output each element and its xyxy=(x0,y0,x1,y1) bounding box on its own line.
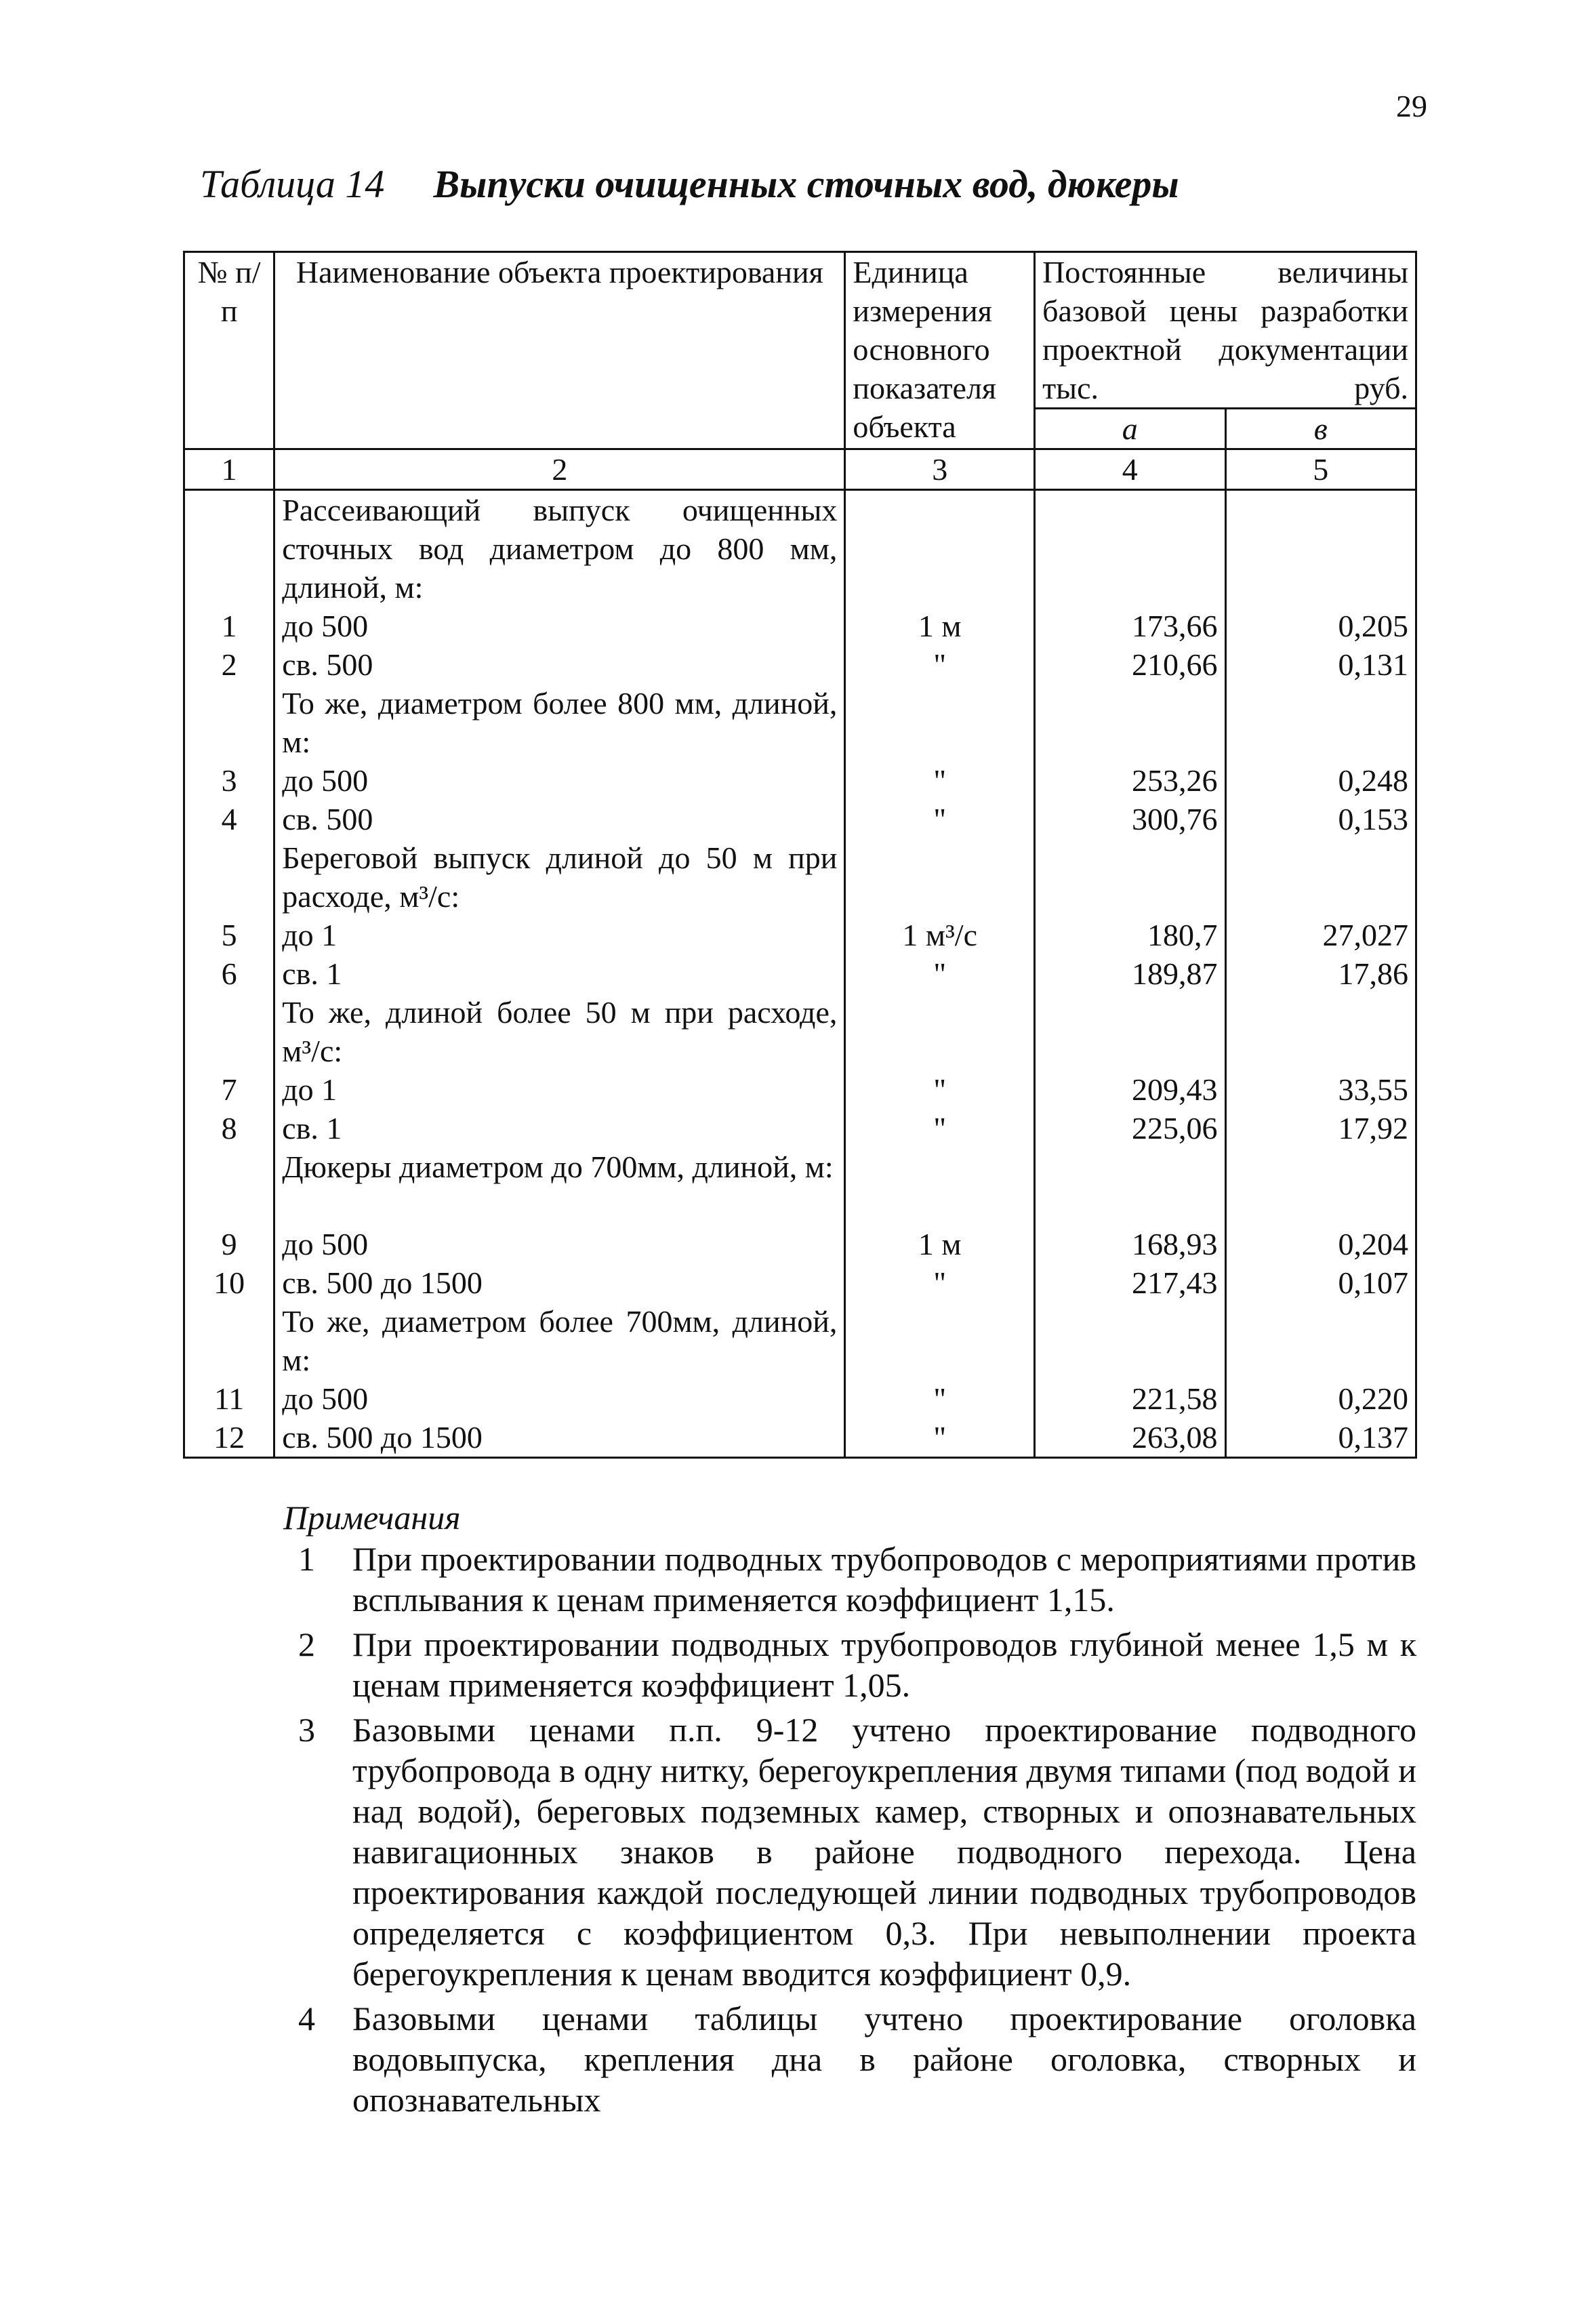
row-value-b: 0,204 xyxy=(1338,1227,1408,1261)
note-item xyxy=(298,1998,1416,2120)
row-num: 2 xyxy=(221,647,237,682)
row-num: 9 xyxy=(221,1227,237,1261)
header-const: Постоянные величины базовой цены разработки проектной документации тыс. руб. xyxy=(1035,252,1416,409)
notes-heading: Примечания xyxy=(283,1499,461,1537)
header-unit: Единица измерения основного показателя объекта xyxy=(845,252,1035,449)
table-caption: Таблица 14 xyxy=(200,162,385,206)
note-text: При проектировании подводных трубопроводов с мероприятиями против всплывания к ценам применяется коэффициент 1,15. xyxy=(352,1540,1416,1619)
row-value-a: 168,93 xyxy=(1132,1227,1218,1261)
row-unit: " xyxy=(933,1072,947,1107)
price-table xyxy=(183,251,1417,1459)
row-value-b: 0,131 xyxy=(1338,647,1408,682)
row-value-b: 0,248 xyxy=(1338,763,1408,798)
index-cell: 5 xyxy=(1225,449,1416,490)
group-heading: То же, длиной более 50 м при расходе, м³/с: xyxy=(282,995,838,1068)
row-name: св. 500 до 1500 xyxy=(282,1420,483,1455)
unit-column xyxy=(845,490,1035,1458)
row-name: до 500 xyxy=(282,763,369,798)
group-heading: Рассеивающий выпуск очищенных сточных вод диаметром до 800 мм, длиной, м: xyxy=(282,493,838,605)
row-value-b: 33,55 xyxy=(1338,1072,1408,1107)
row-value-a: 225,06 xyxy=(1132,1111,1218,1145)
row-value-b: 17,92 xyxy=(1338,1111,1408,1145)
row-value-a: 189,87 xyxy=(1132,956,1218,991)
row-num: 3 xyxy=(221,763,237,798)
row-name: св. 500 до 1500 xyxy=(282,1265,483,1300)
row-unit: 1 м xyxy=(918,609,962,643)
row-unit: " xyxy=(933,1111,947,1145)
row-value-b: 0,107 xyxy=(1338,1265,1408,1300)
note-item xyxy=(298,1624,1416,1705)
note-number: 3 xyxy=(298,1711,315,1749)
index-cell: 3 xyxy=(845,449,1035,490)
row-unit: " xyxy=(933,647,947,682)
row-name: до 500 xyxy=(282,609,369,643)
row-num: 10 xyxy=(213,1265,245,1300)
group-heading: Дюкеры диаметром до 700мм, длиной, м: xyxy=(282,1150,834,1184)
group-heading: Береговой выпуск длиной до 50 м при расходе, м³/с: xyxy=(282,840,838,914)
note-text: При проектировании подводных трубопроводов глубиной менее 1,5 м к ценам применяется коэффициент 1,05. xyxy=(352,1625,1416,1704)
row-value-a: 209,43 xyxy=(1132,1072,1218,1107)
row-num: 12 xyxy=(213,1420,245,1455)
row-unit: 1 м³/с xyxy=(902,918,978,952)
note-number: 1 xyxy=(298,1540,315,1578)
index-cell: 2 xyxy=(274,449,845,490)
page-number: 29 xyxy=(1396,89,1427,123)
row-num: 5 xyxy=(221,918,237,952)
row-name: св. 500 xyxy=(282,802,373,836)
group-heading: То же, диаметром более 800 мм, длиной, м: xyxy=(282,686,838,759)
row-value-b: 0,205 xyxy=(1338,609,1408,643)
row-name: до 500 xyxy=(282,1227,369,1261)
table-title xyxy=(200,161,1179,207)
name-column xyxy=(274,490,845,1458)
value-b-column xyxy=(1225,490,1416,1458)
group-heading: То же, диаметром более 700мм, длиной, м: xyxy=(282,1304,838,1377)
row-value-a: 210,66 xyxy=(1132,647,1218,682)
row-value-a: 253,26 xyxy=(1132,763,1218,798)
row-unit: " xyxy=(933,802,947,836)
index-row xyxy=(184,449,1416,490)
header-name: Наименование объекта проектирования xyxy=(274,252,845,449)
row-value-a: 221,58 xyxy=(1132,1381,1218,1416)
header-sub-a: а xyxy=(1035,409,1225,449)
note-text: Базовыми ценами таблицы учтено проектирование оголовка водовыпуска, крепления дна в районе оголовка, створных и опознавательных xyxy=(352,2000,1416,2119)
value-a-column xyxy=(1035,490,1225,1458)
row-unit: 1 м xyxy=(918,1227,962,1261)
table-name: Выпуски очищенных сточных вод, дюкеры xyxy=(433,162,1179,206)
row-value-b: 0,220 xyxy=(1338,1381,1408,1416)
row-unit: " xyxy=(933,1381,947,1416)
row-value-a: 263,08 xyxy=(1132,1420,1218,1455)
header-num: № п/п xyxy=(184,252,274,449)
num-column xyxy=(184,490,274,1458)
row-name: до 1 xyxy=(282,1072,337,1107)
row-name: св. 1 xyxy=(282,1111,342,1145)
row-value-a: 173,66 xyxy=(1132,609,1218,643)
row-num: 8 xyxy=(221,1111,237,1145)
row-value-a: 300,76 xyxy=(1132,802,1218,836)
row-value-b: 0,137 xyxy=(1338,1420,1408,1455)
note-number: 4 xyxy=(298,2000,315,2037)
row-name: до 500 xyxy=(282,1381,369,1416)
row-unit: " xyxy=(933,1265,947,1300)
row-value-a: 217,43 xyxy=(1132,1265,1218,1300)
row-unit: " xyxy=(933,763,947,798)
row-num: 1 xyxy=(221,609,237,643)
note-item xyxy=(298,1539,1416,1620)
table-body-row xyxy=(184,490,1416,1458)
index-cell: 4 xyxy=(1035,449,1225,490)
row-unit: " xyxy=(933,956,947,991)
row-unit: " xyxy=(933,1420,947,1455)
note-text: Базовыми ценами п.п. 9-12 учтено проектирование подводного трубопровода в одну нитку, берегоукрепления двумя типами (под водой и над водой), береговых подземных камер, створных и опознавательных навигационных знаков в районе подводного перехода. Цена проектирования каждой последующей линии подводных трубопроводов определяется с коэффициентом 0,3. При невыполнении проекта берегоукрепления к ценам вводится коэффициент 0,9. xyxy=(352,1711,1416,1993)
row-value-b: 27,027 xyxy=(1322,918,1408,952)
row-num: 6 xyxy=(221,956,237,991)
row-value-a: 180,7 xyxy=(1147,918,1218,952)
note-item xyxy=(298,1709,1416,1994)
row-value-b: 0,153 xyxy=(1338,802,1408,836)
index-cell: 1 xyxy=(184,449,274,490)
notes-list xyxy=(298,1539,1416,2124)
row-value-b: 17,86 xyxy=(1338,956,1408,991)
row-name: св. 1 xyxy=(282,956,342,991)
row-name: до 1 xyxy=(282,918,337,952)
row-num: 7 xyxy=(221,1072,237,1107)
header-sub-b: в xyxy=(1225,409,1416,449)
row-num: 11 xyxy=(213,1381,245,1416)
row-num: 4 xyxy=(221,802,237,836)
note-number: 2 xyxy=(298,1625,315,1663)
row-name: св. 500 xyxy=(282,647,373,682)
